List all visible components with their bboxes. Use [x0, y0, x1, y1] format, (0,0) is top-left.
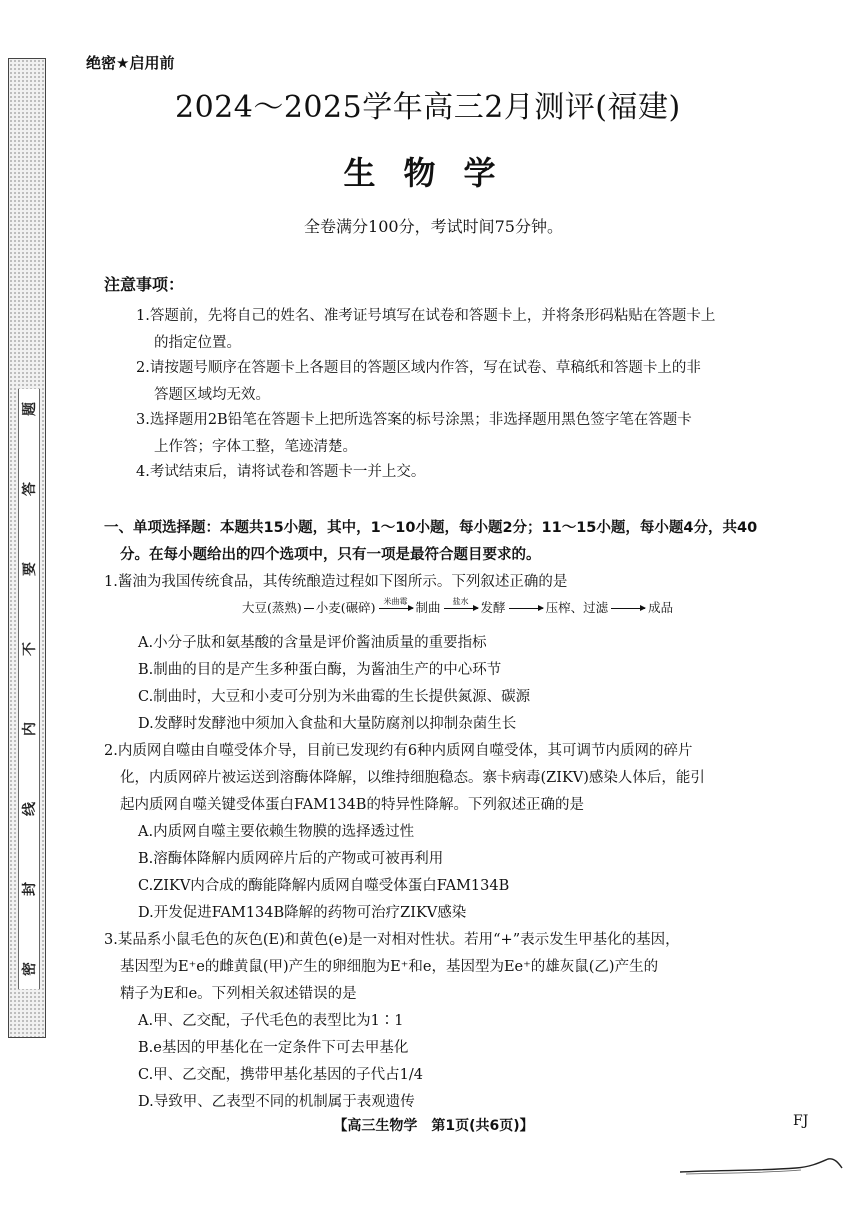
secret-label: 绝密★启用前 [86, 54, 175, 72]
binding-text-strip [18, 389, 40, 989]
section-heading-line-2: 分。在每小题给出的四个选项中，只有一项是最符合题目要求的。 [120, 547, 541, 563]
q2-option-c: C.ZIKV内合成的酶能降解内质网自噬受体蛋白FAM134B [138, 878, 510, 894]
soy-sauce-process-flow [242, 598, 673, 616]
q1-stem: 1.酱油为我国传统食品，其传统酿造过程如下图所示。下列叙述正确的是 [104, 574, 568, 590]
q3-option-b: B.e基因的甲基化在一定条件下可去甲基化 [138, 1040, 409, 1056]
flow-arrow-label: 盐水 [452, 597, 469, 606]
flow-step-koji: 制曲 [415, 600, 441, 615]
notice-item-2-line-1: 2.请按题号顺序在答题卡上各题目的答题区域内作答，写在试卷、草稿纸和答题卡上的非 [136, 360, 701, 376]
flow-step-soybean: 大豆(蒸熟) [242, 600, 302, 615]
flow-arrow-icon [611, 608, 645, 609]
q2-stem-line-3: 起内质网自噬关键受体蛋白FAM134B的特异性降解。下列叙述正确的是 [120, 797, 584, 813]
binding-char: 题 [22, 402, 38, 416]
flow-arrow-icon [509, 608, 543, 609]
exam-meta: 全卷满分100分，考试时间75分钟。 [304, 217, 563, 236]
q1-option-a: A.小分子肽和氨基酸的含量是评价酱油质量的重要指标 [138, 635, 487, 651]
flow-arrow-icon [379, 597, 413, 609]
notice-item-1-line-2: 的指定位置。 [154, 335, 241, 351]
q2-option-a: A.内质网自噬主要依赖生物膜的选择透过性 [138, 824, 415, 840]
flow-step-ferment: 发酵 [480, 600, 506, 615]
flow-step-press: 压榨、过滤 [545, 600, 609, 615]
binding-chars [19, 399, 39, 979]
notice-item-1-line-1: 1.答题前，先将自己的姓名、准考证号填写在试卷和答题卡上，并将条形码粘贴在答题卡上 [136, 308, 716, 324]
q1-option-c: C.制曲时，大豆和小麦可分别为米曲霉的生长提供氮源、碳源 [138, 689, 531, 705]
binding-char: 要 [22, 562, 38, 576]
q1-option-d: D.发酵时发酵池中须加入食盐和大量防腐剂以抑制杂菌生长 [138, 716, 517, 732]
q2-stem-line-2: 化，内质网碎片被运送到溶酶体降解，以维持细胞稳态。寨卡病毒(ZIKV)感染人体后，能引 [120, 770, 705, 786]
binding-char: 内 [22, 722, 38, 736]
q2-stem-line-1: 2.内质网自噬由自噬受体介导，目前已发现约有6种内质网自噬受体，其可调节内质网的碎片 [104, 743, 693, 759]
region-code: FJ [793, 1113, 809, 1129]
q3-option-a: A.甲、乙交配，子代毛色的表型比为1∶1 [138, 1013, 404, 1029]
exam-title: 2024～2025学年高三2月测评(福建) [175, 90, 681, 125]
binding-char: 线 [22, 802, 38, 816]
notice-item-4-line-1: 4.考试结束后，请将试卷和答题卡一并上交。 [136, 464, 426, 480]
flow-step-wheat: 小麦(碾碎) [315, 600, 376, 615]
section-heading-line-1: 一、单项选择题：本题共15小题，其中，1～10小题，每小题2分；11～15小题，每小题4分，共40 [104, 520, 758, 536]
flow-connector [304, 608, 314, 609]
q3-option-c: C.甲、乙交配，携带甲基化基因的子代占1/4 [138, 1067, 424, 1083]
binding-margin [8, 58, 46, 1038]
notice-item-3-line-2: 上作答；字体工整，笔迹清楚。 [154, 439, 357, 455]
q3-stem-line-3: 精子为E和e。下列相关叙述错误的是 [120, 986, 357, 1002]
page-footer: 【高三生物学 第1页(共6页)】 [333, 1118, 534, 1134]
binding-char: 密 [22, 962, 38, 976]
subject-title: 生物学 [343, 154, 524, 192]
binding-char: 答 [22, 482, 38, 496]
notice-heading: 注意事项： [104, 275, 185, 294]
binding-char: 封 [22, 882, 38, 896]
notice-item-2-line-2: 答题区域均无效。 [154, 387, 270, 403]
flow-arrow-icon [444, 597, 478, 609]
notice-item-3-line-1: 3.选择题用2B铅笔在答题卡上把所选答案的标号涂黑；非选择题用黑色签字笔在答题卡 [136, 412, 692, 428]
q2-option-b: B.溶酶体降解内质网碎片后的产物或可被再利用 [138, 851, 444, 867]
q2-option-d: D.开发促进FAM134B降解的药物可治疗ZIKV感染 [138, 905, 467, 921]
q1-option-b: B.制曲的目的是产生多种蛋白酶，为酱油生产的中心环节 [138, 662, 502, 678]
q3-option-d: D.导致甲、乙表型不同的机制属于表观遗传 [138, 1094, 415, 1110]
binding-char: 不 [22, 642, 38, 656]
flow-step-product: 成品 [648, 600, 674, 615]
q3-stem-line-1: 3.某品系小鼠毛色的灰色(E)和黄色(e)是一对相对性状。若用“+”表示发生甲基化的基因， [104, 932, 680, 948]
q3-stem-line-2: 基因型为E⁺e的雌黄鼠(甲)产生的卵细胞为E⁺和e，基因型为Ee⁺的雄灰鼠(乙)产生的 [120, 959, 659, 975]
pen-stroke-mark [676, 1150, 846, 1180]
flow-arrow-label: 米曲霉 [383, 597, 408, 606]
